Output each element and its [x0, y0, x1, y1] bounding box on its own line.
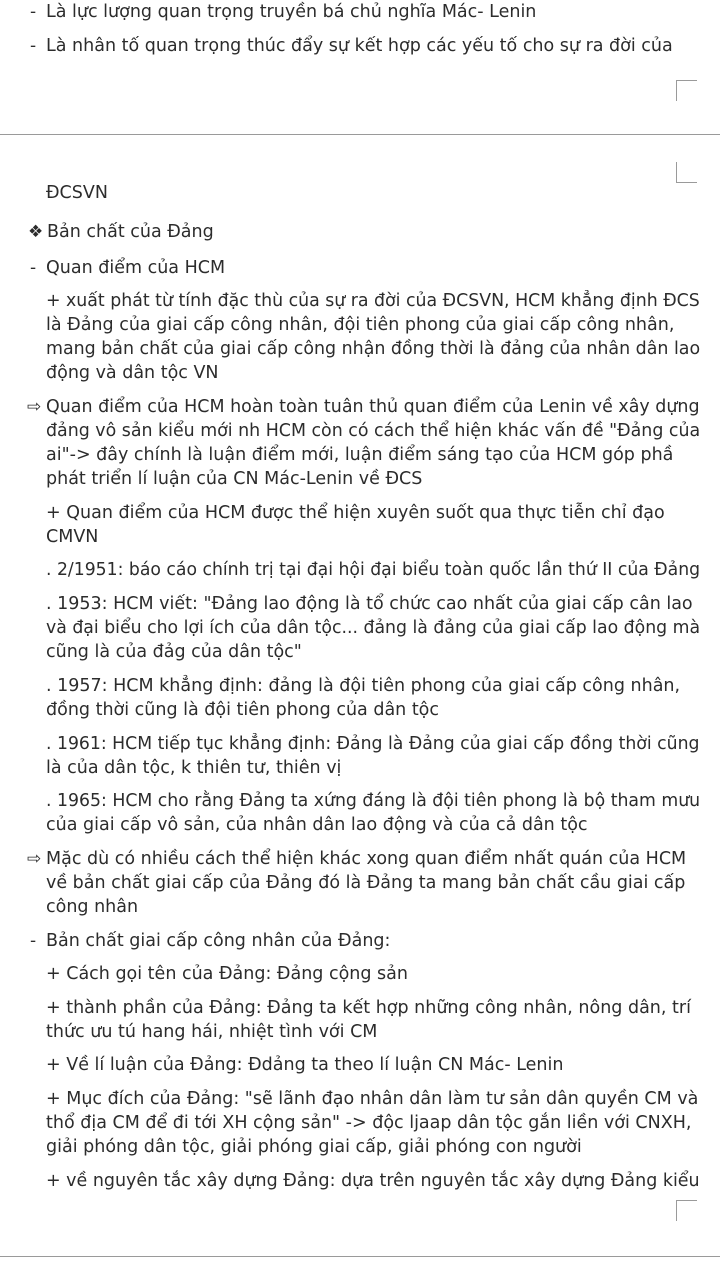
- dash-bullet: -: [30, 36, 37, 56]
- text-line: + Quan điểm của HCM được thể hiện xuyên suốt qua thực tiễn chỉ đạo: [46, 503, 665, 523]
- text-line: Là lực lượng quan trọng truyền bá chủ nghĩa Mác- Lenin: [46, 2, 537, 22]
- text-line: + Về lí luận của Đảng: Đdảng ta theo lí luận CN Mác- Lenin: [46, 1055, 564, 1075]
- text-line: đồng thời cũng là đội tiên phong của dân tộc: [46, 700, 440, 720]
- text-line: Mặc dù có nhiều cách thể hiện khác xong quan điểm nhất quán của HCM: [46, 849, 687, 869]
- page-separator: [0, 1256, 720, 1257]
- text-line: . 1957: HCM khẳng định: đảng là đội tiên phong của giai cấp công nhân,: [46, 676, 681, 696]
- text-line: của giai cấp vô sản, của nhân dân lao động và của cả dân tộc: [46, 815, 588, 835]
- text-line: thức ưu tú hang hái, nhiệt tình với CM: [46, 1022, 378, 1042]
- text-line: đảng vô sản kiểu mới nh HCM còn có cách thể hiện khác vấn đề "Đảng của: [46, 421, 701, 441]
- text-line: thổ địa CM để đi tới XH cộng sản" -> độc ljaap dân tộc gắn liền với CNXH,: [46, 1113, 692, 1133]
- text-line: + Cách gọi tên của Đảng: Đảng cộng sản: [46, 964, 408, 984]
- text-line: động và dân tộc VN: [46, 363, 219, 383]
- text-line: . 1961: HCM tiếp tục khẳng định: Đảng là Đảng của giai cấp đồng thời cũng: [46, 734, 700, 754]
- margin-corner-mark: [676, 80, 697, 101]
- diamond-bullet-icon: ❖: [28, 222, 44, 242]
- subheading: Bản chất giai cấp công nhân của Đảng:: [46, 931, 391, 951]
- margin-corner-mark: [676, 162, 697, 183]
- text-line: . 1965: HCM cho rằng Đảng ta xứng đáng là đội tiên phong là bộ tham mưu: [46, 791, 701, 811]
- heading: ĐCSVN: [46, 183, 108, 203]
- text-line: cũng là của đảg của dân tộc": [46, 642, 302, 662]
- arrow-bullet-icon: ⇨: [27, 397, 42, 417]
- page-separator: [0, 134, 720, 135]
- text-line: Là nhân tố quan trọng thúc đẩy sự kết hợp các yếu tố cho sự ra đời của: [46, 36, 673, 56]
- dash-bullet: -: [30, 931, 37, 951]
- text-line: về bản chất giai cấp của Đảng đó là Đảng ta mang bản chất cầu giai cấp: [46, 873, 686, 893]
- text-line: công nhân: [46, 897, 139, 917]
- dash-bullet: -: [30, 2, 37, 22]
- text-line: . 1953: HCM viết: "Đảng lao động là tổ chức cao nhất của giai cấp cân lao: [46, 594, 693, 614]
- text-line: giải phóng dân tộc, giải phóng giai cấp, giải phóng con người: [46, 1137, 582, 1157]
- text-line: + thành phần của Đảng: Đảng ta kết hợp những công nhân, nông dân, trí: [46, 998, 691, 1018]
- text-line: mang bản chất của giai cấp công nhận đồng thời là đảng của nhân dân lao: [46, 339, 701, 359]
- text-line: + về nguyên tắc xây dựng Đảng: dựa trên nguyên tắc xây dựng Đảng kiểu: [46, 1171, 700, 1191]
- text-line: + Mục đích của Đảng: "sẽ lãnh đạo nhân dân làm tư sản dân quyền CM và: [46, 1089, 699, 1109]
- text-line: . 2/1951: báo cáo chính trị tại đại hội đại biểu toàn quốc lần thứ II của Đảng: [46, 560, 701, 580]
- text-line: Quan điểm của HCM hoàn toàn tuân thủ quan điểm của Lenin về xây dựng: [46, 397, 700, 417]
- text-line: ai"-> đây chính là luận điểm mới, luận điểm sáng tạo của HCM góp phầ: [46, 445, 674, 465]
- text-line: CMVN: [46, 527, 99, 547]
- text-line: + xuất phát từ tính đặc thù của sự ra đời của ĐCSVN, HCM khẳng định ĐCS: [46, 291, 700, 311]
- text-line: là của dân tộc, k thiên tư, thiên vị: [46, 758, 342, 778]
- arrow-bullet-icon: ⇨: [27, 849, 42, 869]
- margin-corner-mark: [676, 1200, 697, 1221]
- text-line: là Đảng của giai cấp công nhân, đội tiên phong của giai cấp công nhân,: [46, 315, 675, 335]
- text-line: phát triển lí luận của CN Mác-Lenin về ĐCS: [46, 469, 423, 489]
- section-title: Bản chất của Đảng: [47, 222, 214, 242]
- text-line: và đại biểu cho lợi ích của dân tộc... đảng là đảng của giai cấp lao động mà: [46, 618, 701, 638]
- dash-bullet: -: [30, 258, 37, 278]
- subheading: Quan điểm của HCM: [46, 258, 226, 278]
